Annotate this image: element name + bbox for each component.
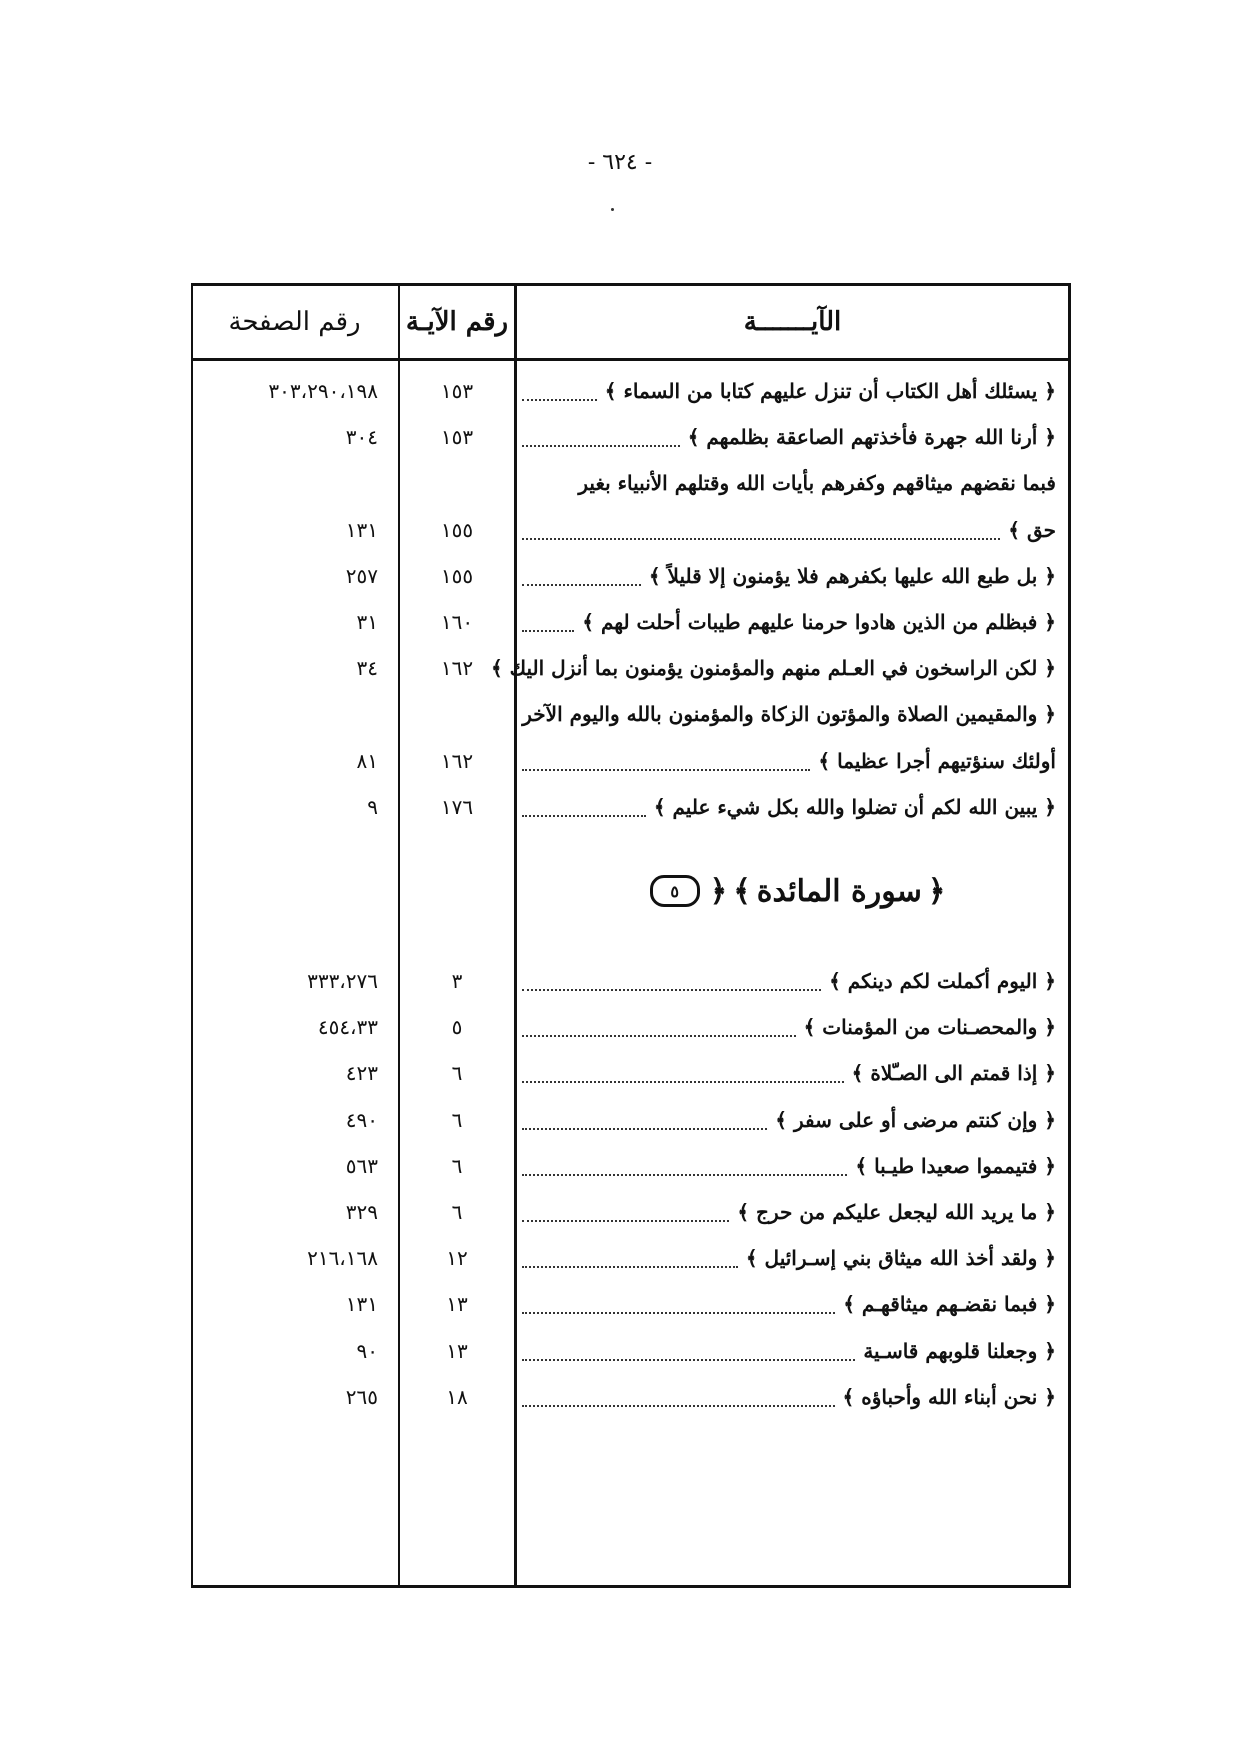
verse-text: ﴿ يبين الله لكم أن تضلوا والله بكل شيء عليم ﴾ [653, 794, 1056, 819]
table-row [193, 417, 1068, 457]
dot-leader [522, 1306, 835, 1314]
dot-leader [522, 1122, 767, 1130]
dot-leader [522, 809, 646, 817]
verse-text: ﴿ وإن كنتم مرضى أو على سفر ﴾ [775, 1107, 1056, 1132]
dot-leader [522, 1353, 855, 1361]
header-page-number: رقم الصفحة [228, 307, 361, 337]
verse-cell [516, 556, 1056, 596]
surah-heading [517, 861, 1068, 921]
table-row [193, 510, 1068, 550]
table-row [193, 602, 1068, 642]
dot-leader [522, 624, 574, 632]
verse-number-cell: ٦ [451, 1153, 463, 1178]
table-row [193, 1377, 1068, 1417]
verse-number-cell: ١٥٥ [440, 563, 474, 588]
verse-cell [516, 1100, 1056, 1140]
verse-text: ﴿ لكن الراسخون في العـلم منهم والمؤمنون يؤمنون بما أنزل اليك ﴾ [490, 656, 1056, 681]
verse-text: ﴿ أرنا الله جهرة فأخذتهم الصاعقة بظلمهم ﴾ [687, 425, 1056, 450]
page-number-cell [198, 694, 378, 734]
verse-cell [516, 602, 1056, 642]
page-number-cell: ٣١ [356, 610, 378, 634]
verse-cell [516, 1053, 1056, 1093]
verse-text: ﴿ فبما نقضـهم ميثاقهـم ﴾ [843, 1292, 1056, 1317]
page-number-cell: ٤٥٤،٣٣ [317, 1015, 378, 1040]
page-number-cell: ٨١ [356, 748, 378, 773]
verse-number-cell [400, 694, 514, 734]
dot-leader [522, 983, 821, 991]
table-row [193, 1100, 1068, 1140]
verse-cell [516, 1192, 1056, 1232]
ornate-bracket-open: ﴿ [709, 873, 728, 909]
verse-cell [516, 1146, 1056, 1186]
verse-cell [516, 741, 1056, 781]
verse-cell [516, 694, 1056, 734]
table-row [193, 1331, 1068, 1371]
page-number-cell: ٥٦٣ [345, 1153, 378, 1178]
page-number-cell: ٣٤ [356, 656, 378, 681]
verse-text: ﴿ نحن أبناء الله وأحباؤه ﴾ [842, 1384, 1056, 1409]
verse-number-cell: ١٧٦ [440, 794, 474, 819]
page-number-cell [198, 463, 378, 503]
verse-cell [516, 1331, 1056, 1371]
table-row [193, 961, 1068, 1001]
page-number-cell: ٩٠ [356, 1338, 378, 1363]
verse-text: ﴿ إذا قمتم الى الصـّلاة ﴾ [851, 1061, 1056, 1086]
verse-number-cell: ١٦٢ [440, 748, 474, 773]
table-row [193, 741, 1068, 781]
verse-number-cell: ١٣ [446, 1338, 468, 1363]
table-row [193, 1146, 1068, 1186]
verse-text: ﴿ بل طبع الله عليها بكفرهم فلا يؤمنون إلا قليلاً ﴾ [648, 563, 1056, 588]
verse-number-cell: ٦ [451, 1061, 463, 1086]
dot-leader [522, 1214, 729, 1222]
verse-number-cell: ١٥٥ [440, 517, 474, 542]
table-row [193, 1007, 1068, 1047]
page-number-cell: ٣٣٣،٢٧٦ [307, 969, 378, 993]
verse-text: ﴿ وجعلنا قلوبهم قاسـية [863, 1338, 1056, 1363]
dot-leader [522, 439, 680, 447]
header-verse-number: رقم الآيـة [405, 307, 509, 337]
table-row [193, 1053, 1068, 1093]
verse-text: ﴿ ما يريد الله ليجعل عليكم من حرج ﴾ [737, 1200, 1056, 1224]
verse-text: ﴿ والمقيمين الصلاة والمؤتون الزكاة والمؤمنون بالله واليوم الآخر [522, 702, 1056, 727]
verse-cell [516, 371, 1056, 411]
verse-text: ﴿ اليوم أكملت لكم دينكم ﴾ [829, 969, 1056, 993]
verse-cell [516, 1007, 1056, 1047]
table-row [193, 787, 1068, 827]
table-row [193, 556, 1068, 596]
page-number-cell: ٢٦٥ [345, 1384, 378, 1409]
verse-text: أولئك سنؤتيهم أجرا عظيما ﴾ [818, 748, 1056, 773]
page-number-cell: ٣٢٩ [345, 1200, 378, 1224]
verse-cell [516, 510, 1056, 550]
verse-number-cell: ١٥٣ [440, 379, 474, 403]
page-number: - ٦٢٤ - [587, 150, 653, 175]
verse-number-cell [400, 463, 514, 503]
verse-number-cell: ٦ [451, 1107, 463, 1132]
verse-text: حق ﴾ [1008, 517, 1056, 542]
table-row [193, 1284, 1068, 1324]
verse-text: ﴿ يسئلك أهل الكتاب أن تنزل عليهم كتابا من السماء ﴾ [604, 379, 1056, 403]
verse-number-cell: ٥ [451, 1015, 463, 1040]
verse-number-cell: ١٦٢ [440, 656, 474, 681]
header-verse: الآيـــــــة [743, 307, 842, 337]
verse-cell [516, 463, 1056, 503]
verse-cell [516, 787, 1056, 827]
dot-leader [522, 1399, 835, 1407]
page-number-cell: ٣٠٣،٢٩٠،١٩٨ [268, 379, 378, 403]
page-number-cell: ٢١٦،١٦٨ [307, 1246, 378, 1271]
dot-leader [522, 578, 641, 586]
page-number-cell: ١٣١ [345, 517, 378, 542]
table-row [193, 371, 1068, 411]
verse-text: ﴿ ولقد أخذ الله ميثاق بني إسـرائيل ﴾ [745, 1246, 1056, 1271]
verse-text: ﴿ فتيمموا صعيدا طيـبا ﴾ [855, 1153, 1056, 1178]
verse-text: فبما نقضهم ميثاقهم وكفرهم بأيات الله وقتلهم الأنبياء بغير [578, 471, 1056, 496]
dot-leader [522, 1075, 844, 1083]
surah-number-badge: ٥ [650, 875, 700, 907]
table-row [193, 648, 1068, 688]
verse-number-cell: ١٥٣ [440, 425, 474, 450]
page-number-cell: ٢٥٧ [345, 563, 378, 588]
verse-number-cell: ٦ [451, 1200, 463, 1224]
ornate-bracket-open: ﴿ [927, 873, 946, 909]
verse-number-cell: ١٦٠ [440, 610, 474, 634]
verse-number-cell: ١٨ [446, 1384, 468, 1409]
verse-index-table [191, 283, 1071, 1588]
page-number-cell: ٤٩٠ [345, 1107, 378, 1132]
page-number-cell: ٤٢٣ [345, 1061, 378, 1086]
ink-speck [611, 208, 614, 211]
ornate-bracket-close: ﴾ [733, 873, 751, 909]
verse-cell [516, 1377, 1056, 1417]
dot-leader [522, 1168, 847, 1176]
verse-text: ﴿ والمحصـنات من المؤمنات ﴾ [803, 1015, 1056, 1040]
table-row [193, 694, 1068, 734]
verse-cell [516, 417, 1056, 457]
verse-number-cell: ٣ [451, 969, 463, 993]
table-header [193, 286, 1068, 361]
dot-leader [522, 1029, 796, 1037]
table-row [193, 1192, 1068, 1232]
surah-name: سورة المائدة [756, 873, 922, 909]
page-number-cell: ١٣١ [345, 1292, 378, 1317]
verse-cell [490, 648, 1056, 688]
dot-leader [522, 763, 810, 771]
dot-leader [522, 532, 1000, 540]
page-number-cell: ٣٠٤ [345, 425, 378, 450]
table-row [193, 463, 1068, 503]
verse-cell [516, 1238, 1056, 1278]
dot-leader [522, 1260, 738, 1268]
verse-number-cell: ١٢ [446, 1246, 468, 1271]
dot-leader [522, 393, 597, 401]
verse-number-cell: ١٣ [446, 1292, 468, 1317]
verse-text: ﴿ فبظلم من الذين هادوا حرمنا عليهم طيبات أحلت لهم ﴾ [582, 610, 1056, 634]
verse-cell [516, 961, 1056, 1001]
page-number-cell: ٩ [367, 794, 378, 819]
table-row [193, 1238, 1068, 1278]
verse-cell [516, 1284, 1056, 1324]
